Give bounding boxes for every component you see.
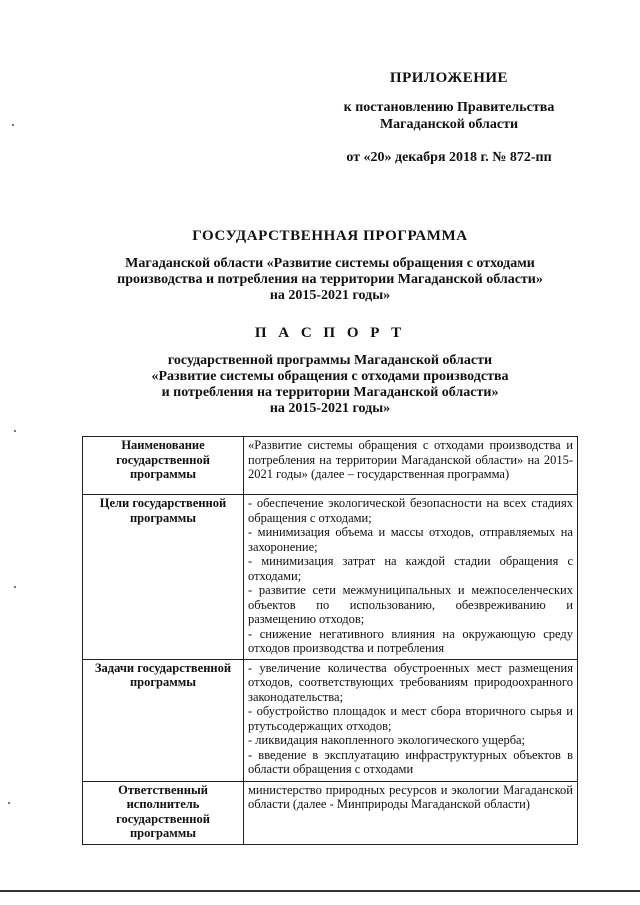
row-value bbox=[244, 781, 578, 844]
row-value-line: - минимизация объема и массы отходов, отправляемых на захоронение; bbox=[248, 525, 573, 554]
row-value-line: - ликвидация накопленного экологического ущерба; bbox=[248, 733, 526, 747]
page-bottom-rule bbox=[0, 890, 640, 892]
row-value bbox=[244, 659, 578, 781]
row-value bbox=[244, 437, 578, 495]
row-value-line: - увеличение количества обустроенных мест размещения отходов, соответствующих требованиям природоохранного законодательства; bbox=[248, 660, 573, 704]
passport-line-1: государственной программы Магаданской области bbox=[167, 353, 493, 368]
passport-line-4: на 2015-2021 годы» bbox=[269, 401, 391, 416]
program-title-line-3: на 2015-2021 годы» bbox=[269, 288, 391, 303]
row-value-line: - минимизация затрат на каждой стадии обращения с отходами; bbox=[248, 554, 573, 583]
row-value-line: - снижение негативного влияния на окружающую среду отходов производства и потребления bbox=[248, 626, 573, 655]
appendix-line-1: к постановлению Правительства bbox=[343, 100, 555, 115]
table-row bbox=[83, 781, 578, 844]
passport-title-block bbox=[60, 325, 600, 417]
scan-speck bbox=[12, 124, 14, 126]
program-title-line-2: производства и потребления на территории Магаданской области» bbox=[117, 272, 543, 287]
appendix-block bbox=[318, 70, 580, 166]
table-row bbox=[83, 495, 578, 660]
row-label: Наименование государственной программы bbox=[83, 437, 244, 495]
appendix-heading: ПРИЛОЖЕНИЕ bbox=[389, 70, 509, 86]
row-label: Задачи государственной программы bbox=[83, 659, 244, 781]
appendix-line-2: Магаданской области bbox=[379, 117, 519, 132]
program-title-block bbox=[60, 228, 600, 304]
row-value-line: - обеспечение экологической безопасности на всех стадиях обращения с отходами; bbox=[248, 496, 573, 525]
row-value-line: - введение в эксплуатацию инфраструктурных объектов в области обращения с отходами bbox=[248, 747, 573, 776]
row-value bbox=[244, 495, 578, 660]
table-row bbox=[83, 437, 578, 495]
row-value-line: - развитие сети межмуниципальных и межпоселенческих объектов по использованию, обезвреживанию и размещению отходов; bbox=[248, 583, 573, 626]
scan-speck bbox=[14, 430, 16, 432]
row-value-line: - обустройство площадок и мест сбора вторичного сырья и ртутьсодержащих отходов; bbox=[248, 704, 573, 733]
appendix-date: от «20» декабря 2018 г. № 872-пп bbox=[346, 150, 552, 165]
row-value-line: министерство природных ресурсов и экологии Магаданской области (далее - Минприроды Магаданской области) bbox=[248, 782, 573, 811]
passport-line-2: «Развитие системы обращения с отходами производства bbox=[151, 369, 509, 384]
row-value-line: «Развитие системы обращения с отходами производства и потребления на территории Магаданской области» на 2015-2021 годы» (далее – государственная программа) bbox=[248, 438, 573, 481]
row-label: Ответственный исполнитель государственной программы bbox=[83, 781, 244, 844]
scan-speck bbox=[14, 586, 16, 588]
passport-line-3: и потребления на территории Магаданской области» bbox=[161, 385, 499, 400]
program-title-line-1: Магаданской области «Развитие системы обращения с отходами bbox=[125, 256, 535, 271]
table-row bbox=[83, 659, 578, 781]
passport-heading: П А С П О Р Т bbox=[254, 325, 406, 341]
passport-table bbox=[82, 436, 578, 845]
program-heading: ГОСУДАРСТВЕННАЯ ПРОГРАММА bbox=[192, 228, 468, 244]
row-label: Цели государственной программы bbox=[83, 495, 244, 660]
scan-speck bbox=[8, 802, 10, 804]
